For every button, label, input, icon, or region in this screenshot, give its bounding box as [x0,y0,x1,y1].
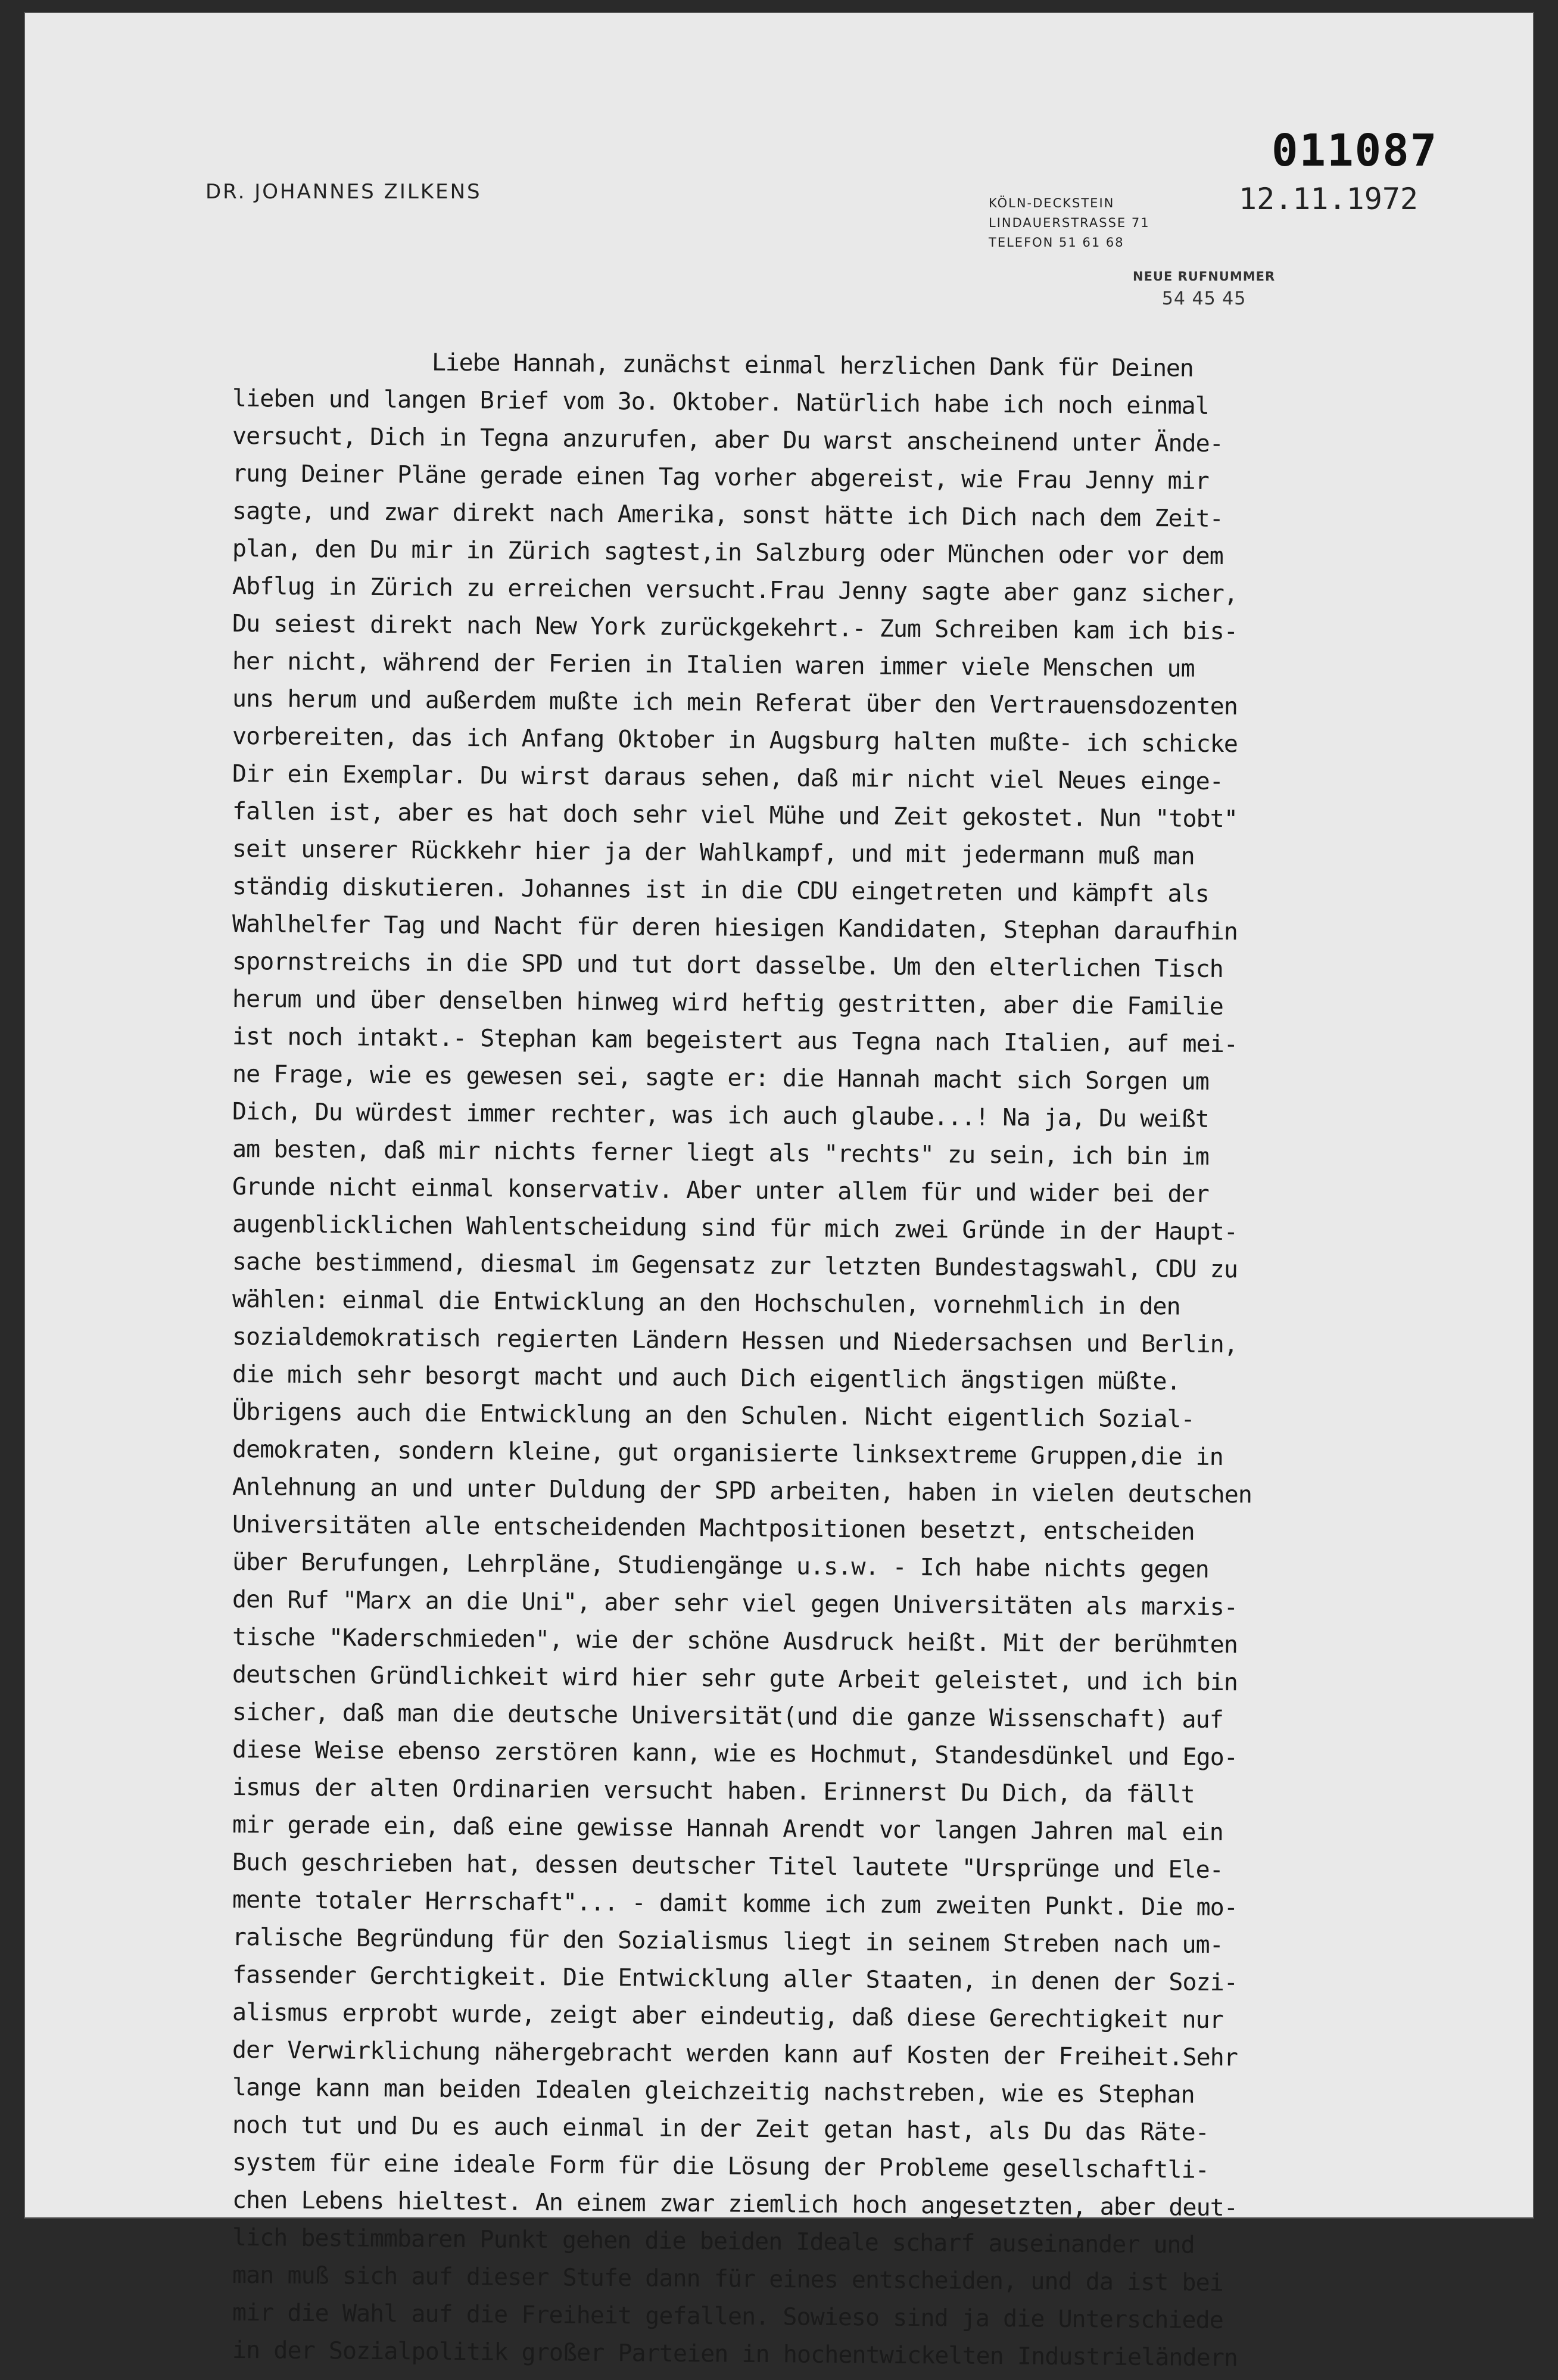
letter-line: Grunde nicht einmal konservativ. Aber unter allem für und wider bei der [232,1173,1209,1208]
letter-line: Du seiest direkt nach New York zurückgekehrt.- Zum Schreiben kam ich bis- [232,610,1238,646]
letter-line: mente totaler Herrschaft"... - damit komme ich zum zweiten Punkt. Die mo- [232,1886,1238,1922]
document-number: 011087 [1272,125,1438,176]
letter-line: mir die Wahl auf die Freiheit gefallen. Sowieso sind ja die Unterschiede [232,2299,1224,2335]
letter-line: sagte, und zwar direkt nach Amerika, sonst hätte ich Dich nach dem Zeit- [232,497,1224,533]
letter-line: plan, den Du mir in Zürich sagtest,in Salzburg oder München oder vor dem [232,535,1224,571]
letter-line: ständig diskutieren. Johannes ist in die CDU eingetreten und kämpft als [232,873,1209,908]
letter-line: tische "Kaderschmieden", wie der schöne Ausdruck heißt. Mit der berühmten [232,1623,1238,1659]
letter-line: system für eine ideale Form für die Lösung der Probleme gesellschaftli- [232,2149,1209,2184]
letter-line: über Berufungen, Lehrpläne, Studiengänge u.s.w. - Ich habe nichts gegen [232,1548,1209,1583]
letter-line: Anlehnung an und unter Duldung der SPD arbeiten, haben in vielen deutschen [232,1473,1252,1509]
letter-line: rung Deiner Pläne gerade einen Tag vorher abgereist, wie Frau Jenny mir [232,460,1209,495]
letter-line: ist noch intakt.- Stephan kam begeistert aus Tegna nach Italien, auf mei- [232,1023,1238,1059]
letter-line: sozialdemokratisch regierten Ländern Hessen und Niedersachsen und Berlin, [232,1323,1238,1359]
letter-line: lange kann man beiden Idealen gleichzeitig nachstreben, wie es Stephan [232,2074,1195,2109]
letter-line: demokraten, sondern kleine, gut organisierte linksextreme Gruppen,die in [232,1436,1224,1471]
letter-line: seit unserer Rückkehr hier ja der Wahlkampf, und mit jedermann muß man [232,835,1195,870]
letter-line: Liebe Hannah, zunächst einmal herzlichen Dank für Deinen [431,349,1194,382]
new-phone-stamp [1133,269,1275,309]
letter-body [232,343,1558,2372]
letter-line: am besten, daß mir nichts ferner liegt als "rechts" zu sein, ich bin im [232,1135,1209,1171]
address-phone: TELEFON 51 61 68 [989,235,1124,250]
letter-line: ismus der alten Ordinarien versucht haben. Erinnerst Du Dich, da fällt [232,1774,1195,1809]
letter-line: uns herum und außerdem mußte ich mein Referat über den Vertrauensdozenten [232,685,1238,721]
address-city: KÖLN-DECKSTEIN [989,196,1115,210]
stamp-label: NEUE RUFNUMMER [1133,269,1276,284]
letter-line: sache bestimmend, diesmal im Gegensatz zur letzten Bundestagswahl, CDU zu [232,1248,1238,1284]
letter-line: spornstreichs in die SPD und tut dort dasselbe. Um den elterlichen Tisch [232,948,1224,984]
letter-line: Abflug in Zürich zu erreichen versucht.Frau Jenny sagte aber ganz sicher, [232,573,1238,608]
letter-line: lich bestimmbaren Punkt gehen die beiden Ideale scharf auseinander und [232,2224,1195,2259]
letter-line: her nicht, während der Ferien in Italien waren immer viele Menschen um [232,648,1195,683]
letter-line: mir gerade ein, daß eine gewisse Hannah Arendt vor langen Jahren mal ein [232,1811,1224,1847]
letter-line: wählen: einmal die Entwicklung an den Hochschulen, vornehmlich in den [232,1286,1180,1321]
letter-line: chen Lebens hieltest. An einem zwar ziemlich hoch angesetzten, aber deut- [232,2186,1238,2222]
letter-line: der Verwirklichung nähergebracht werden kann auf Kosten der Freiheit.Sehr [232,2036,1238,2072]
sender-address [989,194,1150,253]
letter-line: man muß sich auf dieser Stufe dann für eines entscheiden, und da ist bei [232,2261,1224,2297]
letter-line: deutschen Gründlichkeit wird hier sehr gute Arbeit geleistet, und ich bin [232,1661,1238,1697]
letter-line: alismus erprobt wurde, zeigt aber eindeutig, daß diese Gerechtigkeit nur [232,1999,1224,2034]
letter-date: 12.11.1972 [1239,182,1419,216]
letter-line: Universitäten alle entscheidenden Machtpositionen besetzt, entscheiden [232,1511,1195,1546]
letter-line: noch tut und Du es auch einmal in der Zeit getan hast, als Du das Räte- [232,2111,1209,2146]
letter-line: lieben und langen Brief vom 3o. Oktober. Natürlich habe ich noch einmal [232,385,1209,420]
stamp-number: 54 45 45 [1161,288,1247,309]
letter-line: Dir ein Exemplar. Du wirst daraus sehen, daß mir nicht viel Neues einge- [232,760,1224,796]
letter-line: Wahlhelfer Tag und Nacht für deren hiesigen Kandidaten, Stephan daraufhin [232,910,1238,946]
letter-line: fallen ist, aber es hat doch sehr viel Mühe und Zeit gekostet. Nun "tobt" [232,798,1238,833]
letter-line: den Ruf "Marx an die Uni", aber sehr viel gegen Universitäten als marxis- [232,1586,1238,1622]
letter-line: Übrigens auch die Entwicklung an den Schulen. Nicht eigentlich Sozial- [232,1398,1195,1433]
address-street: LINDAUERSTRASSE 71 [989,216,1150,230]
letter-line: augenblicklichen Wahlentscheidung sind für mich zwei Gründe in der Haupt- [232,1211,1238,1246]
sender-name: DR. JOHANNES ZILKENS [205,180,482,204]
letter-sheet [24,12,1534,2372]
letter-line: fassender Gerchtigkeit. Die Entwicklung aller Staaten, in denen der Sozi- [232,1961,1238,1997]
letter-line: sicher, daß man die deutsche Universität(und die ganze Wissenschaft) auf [232,1698,1224,1734]
letter-line: ralische Begründung für den Sozialismus liegt in seinem Streben nach um- [232,1924,1224,1959]
letter-line: versucht, Dich in Tegna anzurufen, aber Du warst anscheinend unter Ände- [232,422,1224,458]
letter-line: Dich, Du würdest immer rechter, was ich auch glaube...! Na ja, Du weißt [232,1098,1209,1133]
letter-line: in der Sozialpolitik großer Parteien in hochentwickelten Industrieländern [232,2337,1238,2372]
letter-line: vorbereiten, das ich Anfang Oktober in Augsburg halten mußte- ich schicke [232,723,1238,758]
letter-line: Buch geschrieben hat, dessen deutscher Titel lautete "Ursprünge und Ele- [232,1849,1224,1884]
letter-line: die mich sehr besorgt macht und auch Dich eigentlich ängstigen müßte. [232,1361,1180,1396]
letter-line: ne Frage, wie es gewesen sei, sagte er: die Hannah macht sich Sorgen um [232,1060,1209,1096]
letter-line: diese Weise ebenso zerstören kann, wie es Hochmut, Standesdünkel und Ego- [232,1736,1238,1772]
letter-line: herum und über denselben hinweg wird heftig gestritten, aber die Familie [232,985,1224,1021]
